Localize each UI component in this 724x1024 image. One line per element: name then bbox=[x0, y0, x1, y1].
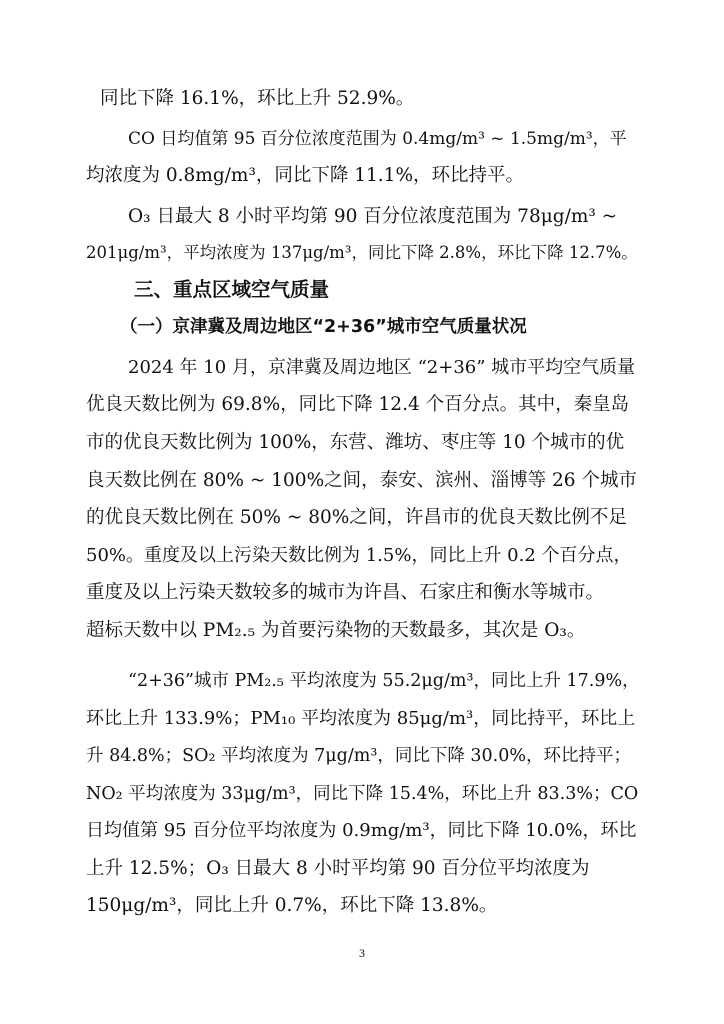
body-line: 2024 年 10 月，京津冀及周边地区 “2+36” 城市平均空气质量 bbox=[128, 357, 636, 378]
body-line: 优良天数比例为 69.8%，同比下降 12.4 个百分点。其中，秦皇岛 bbox=[86, 394, 630, 415]
body-line: 上升 12.5%；O₃ 日最大 8 小时平均第 90 百分位平均浓度为 bbox=[86, 858, 590, 879]
body-line: 良天数比例在 80% ~ 100%之间，泰安、滨州、淄博等 26 个城市 bbox=[86, 470, 637, 491]
body-line: 日均值第 95 百分位平均浓度为 0.9mg/m³，同比下降 10.0%，环比 bbox=[86, 820, 637, 841]
section-heading: 三、重点区域空气质量 bbox=[134, 278, 330, 301]
body-line: CO 日均值第 95 百分位浓度范围为 0.4mg/m³ ~ 1.5mg/m³，平 bbox=[128, 129, 627, 149]
subsection-heading: （一）京津冀及周边地区“2+36”城市空气质量状况 bbox=[120, 317, 527, 337]
body-line: 重度及以上污染天数较多的城市为许昌、石家庄和衡水等城市。 bbox=[86, 582, 605, 603]
body-line: 环比上升 133.9%；PM₁₀ 平均浓度为 85μg/m³，同比持平，环比上 bbox=[86, 708, 636, 729]
body-line: NO₂ 平均浓度为 33μg/m³，同比下降 15.4%，环比上升 83.3%；CO bbox=[86, 784, 639, 804]
body-line: 150μg/m³，同比上升 0.7%，环比下降 13.8%。 bbox=[86, 895, 498, 916]
body-line: O₃ 日最大 8 小时平均第 90 百分位浓度范围为 78μg/m³ ~ bbox=[128, 206, 618, 227]
page-number: 3 bbox=[359, 946, 365, 960]
body-line: 市的优良天数比例为 100%，东营、潍坊、枣庄等 10 个城市的优 bbox=[86, 432, 625, 453]
body-line: 超标天数中以 PM₂.₅ 为首要污染物的天数最多，其次是 O₃。 bbox=[86, 620, 586, 641]
body-line: 均浓度为 0.8mg/m³，同比下降 11.1%，环比持平。 bbox=[86, 165, 525, 186]
body-line: 升 84.8%；SO₂ 平均浓度为 7μg/m³，同比下降 30.0%，环比持平； bbox=[86, 746, 632, 766]
body-line: 201μg/m³，平均浓度为 137μg/m³，同比下降 2.8%，环比下降 12.7%。 bbox=[86, 243, 638, 262]
body-line: 50%。重度及以上污染天数比例为 1.5%，同比上升 0.2 个百分点， bbox=[86, 545, 632, 566]
body-line: “2+36”城市 PM₂.₅ 平均浓度为 55.2μg/m³，同比上升 17.9%， bbox=[128, 671, 640, 691]
body-line: 的优良天数比例在 50% ~ 80%之间，许昌市的优良天数比例不足 bbox=[86, 507, 627, 528]
body-line: 同比下降 16.1%，环比上升 52.9%。 bbox=[100, 88, 415, 109]
